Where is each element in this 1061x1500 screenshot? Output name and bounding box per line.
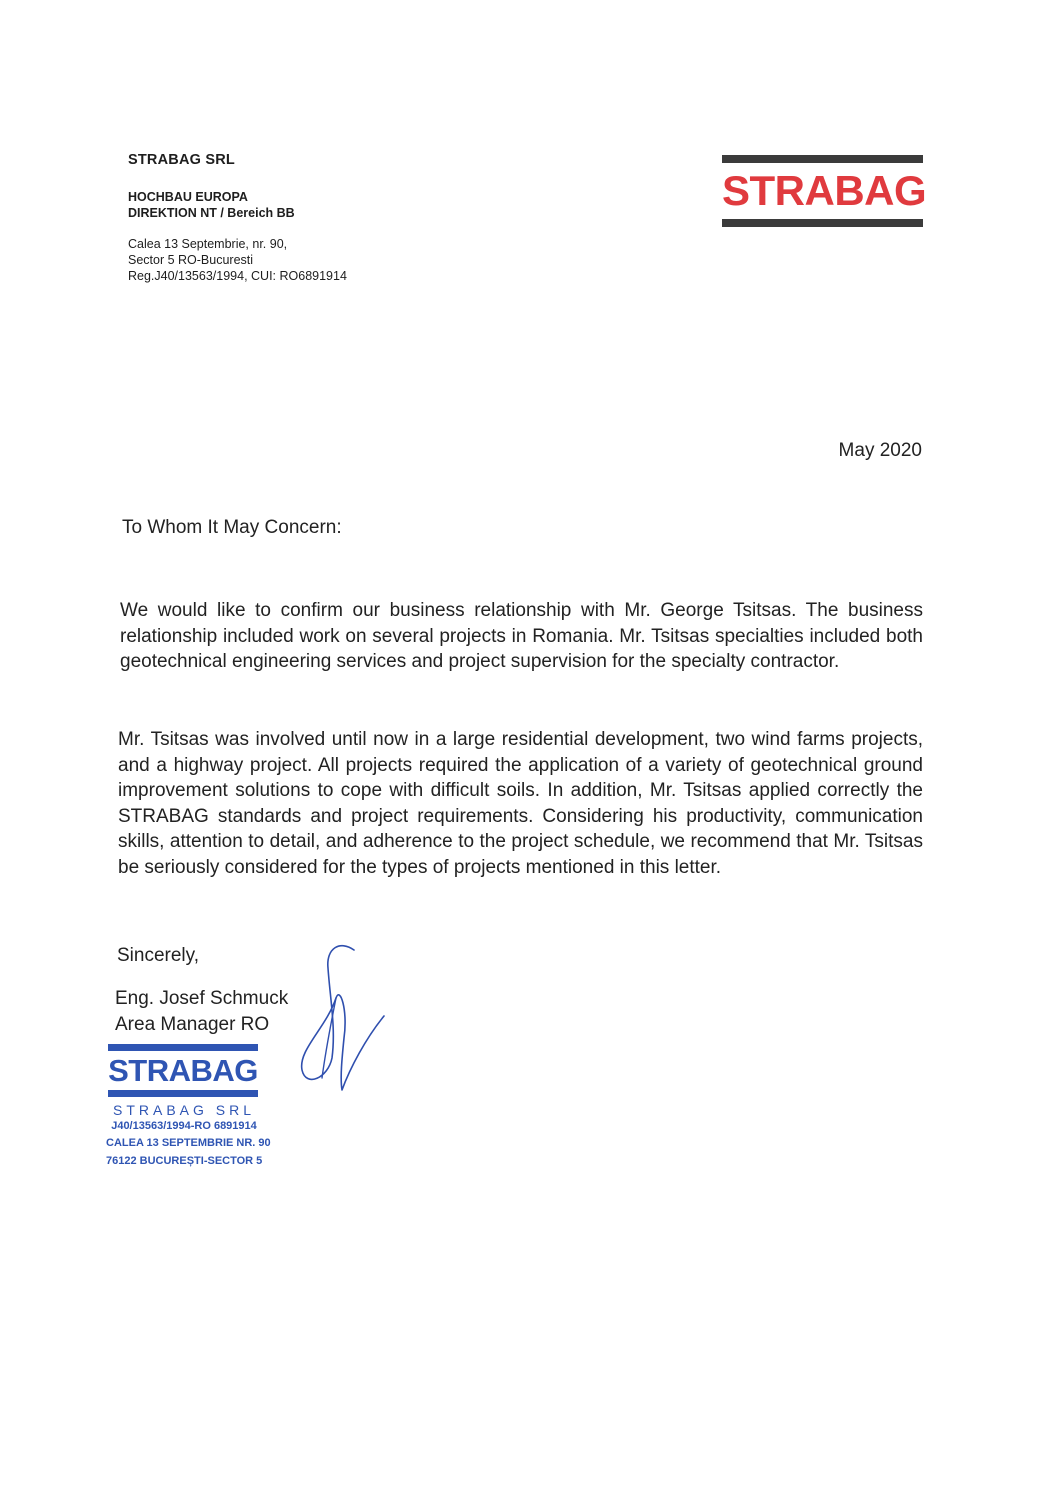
- logo-wordmark: STRABAG: [722, 167, 927, 214]
- sender-address-line1: Calea 13 Septembrie, nr. 90,: [128, 237, 288, 251]
- closing: Sincerely,: [117, 945, 200, 966]
- letter-date: May 2020: [838, 440, 922, 461]
- body-paragraph-2: Mr. Tsitsas was involved until now in a large residential development, two wind farms projects, and a highway project. All projects required the application of a variety of geotechnical ground improvement solutions to cope with difficult soils. In addition, Mr. Tsitsas applied correctly the STRABAG standards and project requirements. Considering his productivity, communication skills, attention to detail, and adherence to the project schedule, we recommend that Mr. Tsitsas be seriously considered for the types of projects mentioned in this letter.: [118, 729, 923, 878]
- stamp-bottom-bar: [108, 1090, 258, 1097]
- stamp-line-3: CALEA 13 SEPTEMBRIE NR. 90: [106, 1137, 271, 1149]
- strabag-logo: [722, 155, 927, 227]
- handwritten-signature: [296, 938, 388, 1098]
- salutation: To Whom It May Concern:: [122, 517, 342, 538]
- sender-address-line3: Reg.J40/13563/1994, CUI: RO6891914: [128, 269, 347, 283]
- logo-bottom-bar: [722, 219, 923, 227]
- sender-department-line1: HOCHBAU EUROPA: [128, 190, 248, 204]
- signer-title: Area Manager RO: [115, 1014, 270, 1035]
- signer-name: Eng. Josef Schmuck: [115, 988, 289, 1009]
- stamp-line-4: 76122 BUCUREȘTI-SECTOR 5: [106, 1155, 263, 1167]
- logo-top-bar: [722, 155, 923, 163]
- sender-department-line2: DIREKTION NT / Bereich BB: [128, 206, 295, 220]
- body-paragraph-1: We would like to confirm our business relationship with Mr. George Tsitsas. The business relationship included work on several projects in Romania. Mr. Tsitsas specialties included both geotechnical engineering services and project supervision for the specialty contractor.: [120, 600, 923, 672]
- signer-block: [115, 986, 288, 1038]
- company-stamp: [104, 1044, 271, 1176]
- stamp-line-2: J40/13563/1994-RO 6891914: [111, 1120, 257, 1132]
- stamp-line-1: STRABAG SRL: [112, 1102, 256, 1118]
- sender-address-line2: Sector 5 RO-Bucuresti: [128, 253, 254, 267]
- stamp-top-bar: [108, 1044, 258, 1051]
- sender-address: [128, 236, 347, 284]
- sender-company: STRABAG SRL: [128, 152, 235, 168]
- sender-department: [128, 189, 295, 221]
- stamp-logo-text: STRABAG: [108, 1053, 258, 1088]
